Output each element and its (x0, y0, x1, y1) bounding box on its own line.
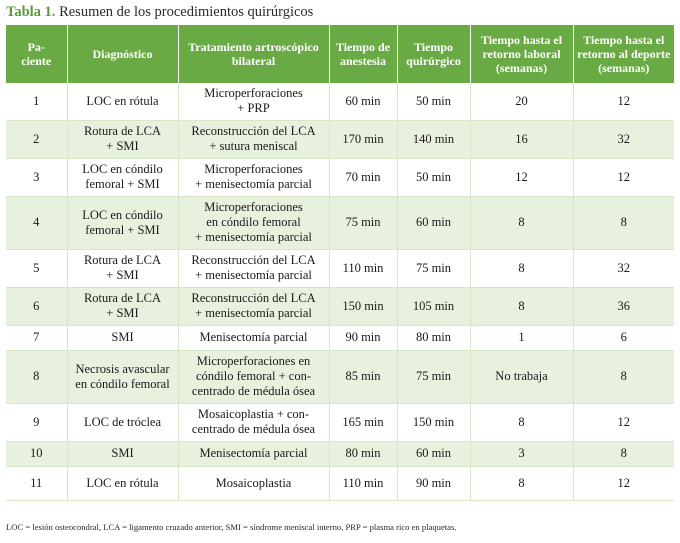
table-row (6, 403, 674, 441)
cell-col-patient: 4 (6, 196, 67, 249)
procedures-table (6, 25, 674, 501)
cell-col-treatment: Reconstrucción del LCA + sutura meniscal (178, 120, 329, 158)
cell-col-treatment: Mosaicoplastia + con- centrado de médula ósea (178, 403, 329, 441)
cell-col-anesthesia-time: 170 min (329, 120, 397, 158)
cell-col-surgery-time: 80 min (397, 325, 470, 350)
table-row (6, 466, 674, 500)
cell-col-anesthesia-time: 60 min (329, 83, 397, 120)
cell-col-patient: 9 (6, 403, 67, 441)
cell-col-return-work: 8 (470, 196, 573, 249)
table-row (6, 325, 674, 350)
cell-col-return-work: 8 (470, 403, 573, 441)
header-col-treatment: Tratamiento artroscópico bilateral (178, 25, 329, 83)
cell-col-return-work: 8 (470, 249, 573, 287)
cell-col-return-work: 1 (470, 325, 573, 350)
cell-col-surgery-time: 150 min (397, 403, 470, 441)
table-header-row (6, 25, 674, 83)
cell-col-return-work: 20 (470, 83, 573, 120)
cell-col-anesthesia-time: 150 min (329, 287, 397, 325)
caption-text: Resumen de los procedimientos quirúrgicos (59, 4, 314, 20)
cell-col-return-sport: 8 (573, 350, 674, 403)
cell-col-anesthesia-time: 75 min (329, 196, 397, 249)
table-row (6, 249, 674, 287)
cell-col-diagnosis: Necrosis avascular en cóndilo femoral (67, 350, 178, 403)
cell-col-patient: 11 (6, 466, 67, 500)
cell-col-return-sport: 8 (573, 196, 674, 249)
cell-col-patient: 1 (6, 83, 67, 120)
header-col-patient: Pa- ciente (6, 25, 67, 83)
cell-col-return-sport: 12 (573, 466, 674, 500)
cell-col-return-sport: 32 (573, 120, 674, 158)
cell-col-return-sport: 12 (573, 83, 674, 120)
cell-col-return-work: 12 (470, 158, 573, 196)
cell-col-surgery-time: 90 min (397, 466, 470, 500)
cell-col-return-work: No trabaja (470, 350, 573, 403)
cell-col-patient: 6 (6, 287, 67, 325)
cell-col-return-sport: 12 (573, 158, 674, 196)
cell-col-treatment: Menisectomía parcial (178, 441, 329, 466)
cell-col-treatment: Reconstrucción del LCA + menisectomía parcial (178, 249, 329, 287)
cell-col-return-work: 3 (470, 441, 573, 466)
cell-col-anesthesia-time: 85 min (329, 350, 397, 403)
cell-col-surgery-time: 60 min (397, 196, 470, 249)
table-caption (6, 2, 313, 22)
cell-col-treatment: Microperforaciones + PRP (178, 83, 329, 120)
table-row (6, 441, 674, 466)
header-col-surgery-time: Tiempo quirúrgico (397, 25, 470, 83)
cell-col-surgery-time: 75 min (397, 350, 470, 403)
cell-col-diagnosis: LOC en rótula (67, 466, 178, 500)
cell-col-surgery-time: 140 min (397, 120, 470, 158)
cell-col-anesthesia-time: 165 min (329, 403, 397, 441)
caption-label: Tabla 1. (6, 4, 56, 20)
table-row (6, 196, 674, 249)
cell-col-diagnosis: LOC en cóndilo femoral + SMI (67, 158, 178, 196)
cell-col-return-sport: 12 (573, 403, 674, 441)
cell-col-patient: 2 (6, 120, 67, 158)
cell-col-treatment: Reconstrucción del LCA + menisectomía parcial (178, 287, 329, 325)
cell-col-treatment: Microperforaciones en cóndilo femoral + menisectomía parcial (178, 196, 329, 249)
header-col-return-work: Tiempo hasta el retorno laboral (semanas) (470, 25, 573, 83)
cell-col-diagnosis: Rotura de LCA + SMI (67, 287, 178, 325)
cell-col-diagnosis: SMI (67, 441, 178, 466)
cell-col-patient: 7 (6, 325, 67, 350)
cell-col-return-sport: 8 (573, 441, 674, 466)
table-body (6, 83, 674, 500)
cell-col-anesthesia-time: 90 min (329, 325, 397, 350)
cell-col-return-work: 8 (470, 287, 573, 325)
cell-col-anesthesia-time: 70 min (329, 158, 397, 196)
cell-col-patient: 10 (6, 441, 67, 466)
cell-col-patient: 5 (6, 249, 67, 287)
cell-col-return-work: 16 (470, 120, 573, 158)
table-row (6, 350, 674, 403)
table-row (6, 83, 674, 120)
cell-col-anesthesia-time: 110 min (329, 466, 397, 500)
cell-col-patient: 8 (6, 350, 67, 403)
cell-col-surgery-time: 50 min (397, 83, 470, 120)
cell-col-diagnosis: Rotura de LCA + SMI (67, 249, 178, 287)
cell-col-treatment: Microperforaciones + menisectomía parcial (178, 158, 329, 196)
cell-col-return-sport: 36 (573, 287, 674, 325)
cell-col-diagnosis: LOC en cóndilo femoral + SMI (67, 196, 178, 249)
cell-col-return-sport: 6 (573, 325, 674, 350)
cell-col-return-work: 8 (470, 466, 573, 500)
cell-col-surgery-time: 50 min (397, 158, 470, 196)
table-footnote: LOC = lesión osteocondral, LCA = ligamento cruzado anterior, SMI = síndrome meniscal interno, PRP = plasma rico en plaquetas. (6, 522, 457, 532)
cell-col-treatment: Mosaicoplastia (178, 466, 329, 500)
cell-col-return-sport: 32 (573, 249, 674, 287)
cell-col-anesthesia-time: 110 min (329, 249, 397, 287)
cell-col-diagnosis: Rotura de LCA + SMI (67, 120, 178, 158)
cell-col-surgery-time: 75 min (397, 249, 470, 287)
table-row (6, 120, 674, 158)
cell-col-treatment: Microperforaciones en cóndilo femoral + con- centrado de médula ósea (178, 350, 329, 403)
cell-col-anesthesia-time: 80 min (329, 441, 397, 466)
header-col-return-sport: Tiempo hasta el retorno al deporte (semanas) (573, 25, 674, 83)
cell-col-diagnosis: LOC de tróclea (67, 403, 178, 441)
header-col-anesthesia-time: Tiempo de anestesia (329, 25, 397, 83)
table-row (6, 287, 674, 325)
table-row (6, 158, 674, 196)
header-col-diagnosis: Diagnóstico (67, 25, 178, 83)
cell-col-surgery-time: 105 min (397, 287, 470, 325)
cell-col-patient: 3 (6, 158, 67, 196)
cell-col-treatment: Menisectomía parcial (178, 325, 329, 350)
cell-col-diagnosis: LOC en rótula (67, 83, 178, 120)
cell-col-diagnosis: SMI (67, 325, 178, 350)
cell-col-surgery-time: 60 min (397, 441, 470, 466)
